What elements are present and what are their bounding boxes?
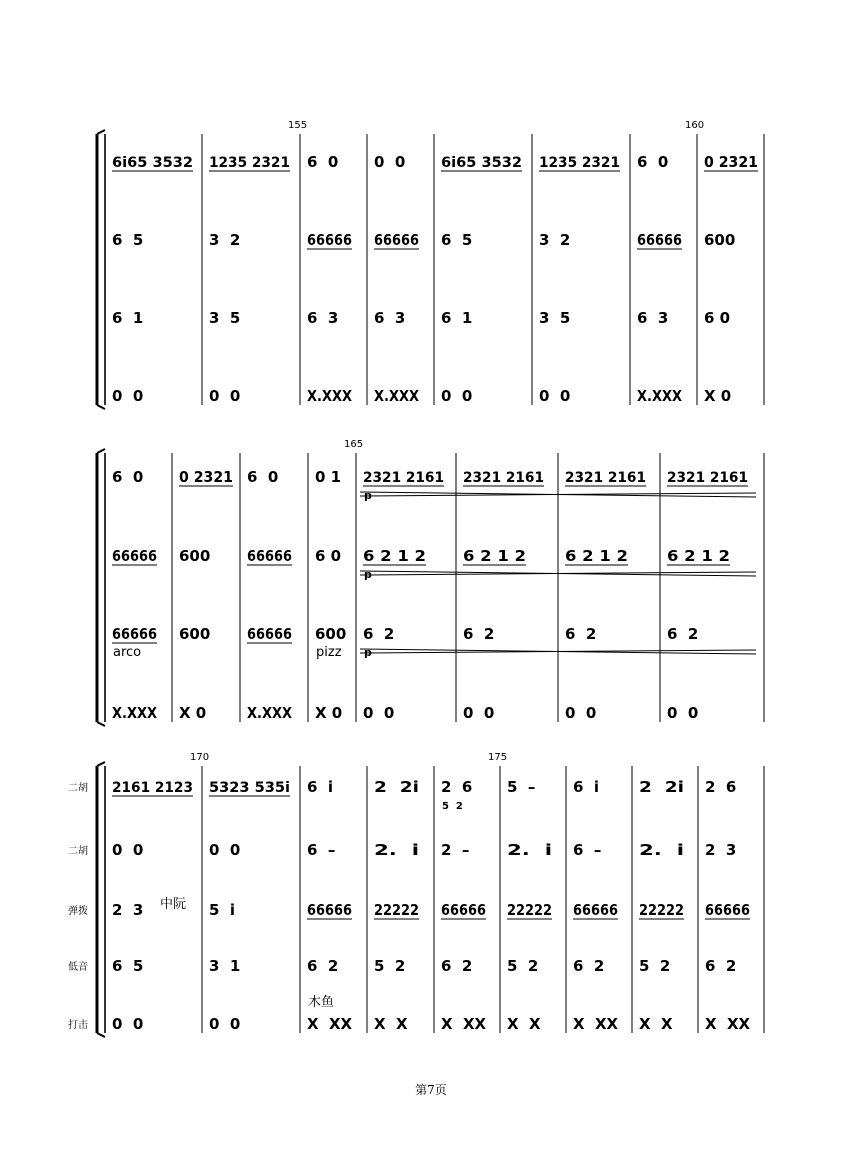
measure-notes: X.XXX [247, 704, 293, 722]
measure-notes: 2 3 [112, 901, 144, 919]
measure-notes: 0 2321 [704, 153, 758, 171]
annotation-pizz: pizz [316, 645, 342, 660]
measure-notes: 66666 [112, 547, 157, 565]
instrument-label: 低音 [68, 962, 88, 973]
measure-notes: 3 1 [209, 957, 241, 975]
measure-notes: X X [374, 1015, 408, 1033]
measure-notes: 6 2 1 2 [667, 547, 730, 565]
measure-notes: 0 1 [315, 468, 342, 486]
measure-notes: 66666 [307, 901, 352, 919]
measure-notes: 66666 [247, 625, 292, 643]
measure-number: 155 [288, 120, 308, 131]
measure-notes: 5 – [507, 778, 536, 796]
measure-notes: X.XXX [637, 387, 683, 405]
measure-notes: 3 2 [539, 231, 571, 249]
page-number: 第7页 [415, 1083, 447, 1097]
measure-notes: 0 0 [441, 387, 473, 405]
measure-number: 160 [685, 120, 705, 131]
measure-notes: 66666 [705, 901, 750, 919]
measure-notes: 6 1 [441, 309, 473, 327]
instrument-label: 弹拨 [68, 906, 88, 917]
annotation-p: p [364, 568, 372, 581]
measure-notes: 2 2i [639, 778, 684, 796]
measure-notes: 6 0 [704, 309, 731, 327]
measure-notes: 6 2 [307, 957, 339, 975]
bracket-bottom-hook [97, 1033, 105, 1037]
measure-notes: 6 i [307, 778, 334, 796]
bracket-bottom-hook [97, 722, 105, 726]
measure-notes: 2321 2161 [363, 470, 444, 486]
measure-notes: 22222 [507, 901, 552, 919]
measure-notes: 5 2 [507, 957, 539, 975]
measure-notes: 0 0 [209, 841, 241, 859]
measure-notes: 6 3 [637, 309, 669, 327]
measure-notes: 5 i [209, 901, 236, 919]
measure-notes: X 0 [704, 387, 732, 405]
measure-notes: 6 0 [307, 153, 339, 171]
annotation-p: p [364, 646, 372, 659]
measure-notes: 0 0 [667, 704, 699, 722]
measure-notes: 66666 [307, 231, 352, 249]
measure-notes: 6 2 [441, 957, 473, 975]
measure-notes: 6 i [573, 778, 600, 796]
measure-notes: 1235 2321 [539, 155, 620, 171]
measure-notes: 6 2 [667, 625, 699, 643]
measure-notes: 6 2 [705, 957, 737, 975]
measure-notes: X 0 [315, 704, 343, 722]
measure-notes: 2321 2161 [667, 470, 748, 486]
measure-notes: 66666 [573, 901, 618, 919]
bracket-top-hook [97, 130, 105, 134]
measure-notes: 0 0 [112, 1015, 144, 1033]
instrument-label: 二胡 [68, 783, 88, 794]
instrument-label: 二胡 [68, 846, 88, 857]
measure-notes: 6 3 [374, 309, 406, 327]
measure-notes: 6 0 [247, 468, 279, 486]
measure-notes: 2321 2161 [565, 470, 646, 486]
measure-notes: 600 [179, 625, 211, 643]
bracket-bottom-hook [97, 405, 105, 409]
measure-notes: 0 0 [209, 387, 241, 405]
measure-notes: 22222 [374, 901, 419, 919]
measure-notes: 66666 [112, 625, 157, 643]
measure-number: 165 [344, 439, 364, 450]
measure-notes: 66666 [441, 901, 486, 919]
measure-notes: 0 0 [209, 1015, 241, 1033]
measure-notes: 6 2 [463, 625, 495, 643]
annotation-arco: arco [113, 645, 142, 660]
measure-notes: 6 2 [573, 957, 605, 975]
measure-notes: 6 2 1 2 [565, 547, 628, 565]
measure-notes: 600 [704, 231, 736, 249]
measure-notes: 6 0 [637, 153, 669, 171]
measure-notes: 3 2 [209, 231, 241, 249]
measure-notes: 2 – [441, 841, 470, 859]
measure-notes: 6 5 [441, 231, 473, 249]
measure-notes: 6 1 [112, 309, 144, 327]
measure-notes: 0 0 [112, 387, 144, 405]
measure-notes: 6 5 [112, 957, 144, 975]
measure-notes: X X [507, 1015, 541, 1033]
measure-notes: 22222 [639, 901, 684, 919]
measure-notes: 66666 [247, 547, 292, 565]
measure-notes: X.XXX [307, 387, 353, 405]
bracket-top-hook [97, 449, 105, 453]
measure-notes: 2 6 [705, 778, 737, 796]
measure-notes: X X [639, 1015, 673, 1033]
measure-notes: 2. i [507, 841, 552, 859]
measure-notes: 0 0 [363, 704, 395, 722]
measure-notes: 2 3 [705, 841, 737, 859]
measure-notes: 0 0 [374, 153, 406, 171]
measure-number: 175 [488, 752, 508, 763]
measure-notes: 6 – [307, 841, 336, 859]
annotation-52: 5 2 [442, 801, 463, 812]
measure-notes: 6 0 [315, 547, 342, 565]
measure-notes: X 0 [179, 704, 207, 722]
measure-notes: 66666 [374, 231, 419, 249]
measure-notes: 0 0 [539, 387, 571, 405]
measure-notes: 600 [315, 625, 347, 643]
instrument-label: 打击 [68, 1020, 88, 1031]
measure-notes: 2321 2161 [463, 470, 544, 486]
annotation-p: p [364, 489, 372, 502]
measure-notes: 66666 [637, 231, 682, 249]
measure-notes: 2. i [374, 841, 419, 859]
measure-notes: 0 0 [463, 704, 495, 722]
measure-notes: 3 5 [539, 309, 571, 327]
measure-notes: 6i65 3532 [441, 155, 522, 171]
measure-notes: 3 5 [209, 309, 241, 327]
measure-notes: 5323 535i [209, 780, 290, 796]
measure-notes: 6 2 1 2 [363, 547, 426, 565]
measure-notes: 6 0 [112, 468, 144, 486]
measure-notes: 2161 2123 [112, 780, 193, 796]
measure-notes: X XX [441, 1015, 487, 1033]
measure-notes: 6 2 [363, 625, 395, 643]
measure-number: 170 [190, 752, 210, 763]
measure-notes: 6 2 1 2 [463, 547, 526, 565]
measure-notes: 0 0 [565, 704, 597, 722]
measure-notes: 5 2 [374, 957, 406, 975]
measure-notes: 5 2 [639, 957, 671, 975]
annotation-木鱼: 木鱼 [308, 995, 335, 1010]
measure-notes: 6 5 [112, 231, 144, 249]
measure-notes: 2. i [639, 841, 684, 859]
measure-notes: 600 [179, 547, 211, 565]
measure-notes: 2 2i [374, 778, 419, 796]
measure-notes: X XX [307, 1015, 353, 1033]
measure-notes: 6 2 [565, 625, 597, 643]
measure-notes: 1235 2321 [209, 155, 290, 171]
measure-notes: 0 0 [112, 841, 144, 859]
bracket-top-hook [97, 762, 105, 766]
measure-notes: X.XXX [112, 704, 158, 722]
measure-notes: X.XXX [374, 387, 420, 405]
annotation-中阮: 中阮 [160, 897, 187, 912]
measure-notes: X XX [573, 1015, 619, 1033]
measure-notes: 6 – [573, 841, 602, 859]
measure-notes: X XX [705, 1015, 751, 1033]
measure-notes: 6 3 [307, 309, 339, 327]
measure-notes: 0 2321 [179, 468, 233, 486]
measure-notes: 6i65 3532 [112, 155, 193, 171]
measure-notes: 2 6 [441, 778, 473, 796]
